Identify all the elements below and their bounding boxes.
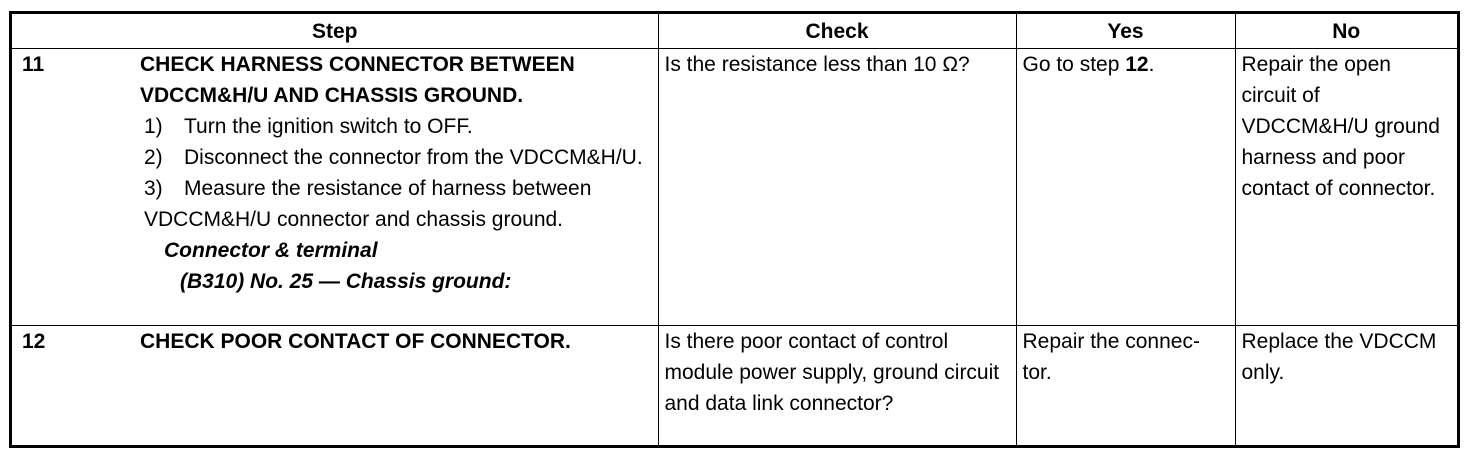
diagnostic-table-frame (9, 11, 1460, 448)
instruction-text: Measure the resistance of harness between VDCCM&H/U connector and chassis ground. (144, 177, 598, 231)
step-cell (12, 326, 658, 448)
yes-text: Repair the connec-tor. (1022, 330, 1200, 384)
step-cell (12, 49, 658, 326)
instruction-number: 2) (144, 146, 163, 169)
instruction-number: 1) (144, 115, 163, 138)
yes-prefix: Go to step (1022, 53, 1126, 76)
instruction-text: Turn the ignition switch to OFF. (184, 115, 473, 138)
header-row (12, 14, 1457, 49)
step-number: 12 (22, 330, 46, 353)
step-title: CHECK HARNESS CONNECTOR BETWEEN VDCCM&H/U AND CHASSIS GROUND. (140, 53, 575, 107)
yes-suffix: . (1148, 53, 1155, 76)
instruction-item (144, 173, 648, 235)
table-row (12, 49, 1457, 326)
yes-cell (1016, 326, 1235, 448)
header-step: Step (12, 14, 658, 49)
yes-step-link: 12 (1125, 53, 1149, 76)
header-yes: Yes (1016, 14, 1235, 49)
header-check: Check (658, 14, 1016, 49)
instruction-number: 3) (144, 177, 163, 200)
step-instructions (18, 111, 652, 297)
spec-value: (B310) No. 25 — Chassis ground: (180, 270, 512, 293)
check-cell (658, 49, 1016, 326)
no-cell (1235, 49, 1457, 326)
step-body (140, 326, 652, 357)
instruction-text: Disconnect the connector from the VDCCM&H/U. (184, 146, 643, 169)
table-row (12, 326, 1457, 448)
spec-label: Connector & terminal (164, 239, 378, 262)
instruction-item (144, 142, 648, 173)
instruction-item (144, 111, 648, 142)
check-cell (658, 326, 1016, 448)
check-text: Is the resistance less than 10 Ω? (664, 53, 970, 76)
yes-cell (1016, 49, 1235, 326)
no-cell (1235, 326, 1457, 448)
step-body (140, 49, 652, 111)
no-text: Repair the open circuit of VDCCM&H/U ground harness and poor contact of connector. (1241, 53, 1440, 200)
diagnostic-table (12, 14, 1457, 447)
no-text: Replace the VDCCM only. (1241, 330, 1437, 384)
check-text: Is there poor contact of control module power supply, ground circuit and data link connector? (664, 330, 1000, 415)
header-no: No (1235, 14, 1457, 49)
step-title: CHECK POOR CONTACT OF CONNECTOR. (140, 330, 571, 353)
step-number: 11 (22, 53, 45, 76)
